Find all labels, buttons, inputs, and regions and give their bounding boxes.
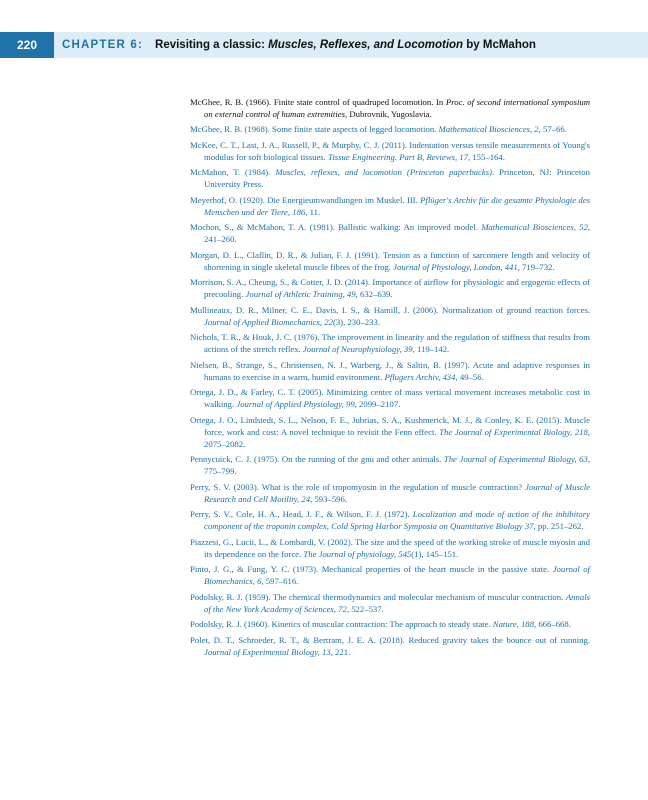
page-number: 220 [0, 32, 54, 58]
reference-entry: McGhee, R. B. (1968). Some finite state aspects of legged locomotion. Mathematical Biosciences, 2, 57–66. [190, 124, 567, 135]
reference-list [190, 96, 590, 661]
chapter-title: Revisiting a classic: Muscles, Reflexes, and Locomotion by McMahon [155, 39, 536, 51]
reference-entry: Morgan, D. L., Claflin, D. R., & Julian, F. J. (1991). Tension as a function of sarcomere length and velocity of shortening in single skeletal muscle fibres of the frog. Journal of Physiology, London, 441, 719–732. [190, 249, 590, 272]
reference-entry: Mochon, S., & McMahon, T. A. (1981). Ballistic walking: An improved model. Mathematical Biosciences, 52, 241–260. [190, 222, 590, 245]
running-head [62, 32, 536, 58]
reference-entry: Perry, S. V., Cole, H. A., Head, J. F., & Wilson, F. J. (1972). Localization and mode of action of the inhibitory component of the troponin complex, Cold Spring Harbor Symposia on Quantitative Biology 37, pp. 251–262. [190, 509, 590, 532]
reference-entry: Podolsky, R. J. (1960). Kinetics of muscular contraction: The approach to steady state. Nature, 188, 666–668. [190, 619, 571, 630]
reference-entry: Ortega, J. D., & Farley, C. T. (2005). Minimizing center of mass vertical movement increases metabolic cost in walking. Journal of Applied Physiology, 99, 2099–2107. [190, 387, 590, 410]
reference-entry: Pennycuick, C. J. (1975). On the running of the gnu and other animals. The Journal of Experimental Biology, 63, 775–799. [190, 454, 590, 477]
reference-entry: Meyerhof, O. (1920). Die Energieumwandlungen im Muskel. III. Pflüger's Archiv für die gesamte Physiologie des Menschen und der Tiere, 186, 11. [190, 194, 590, 217]
reference-entry: Ortega, J. O., Lindstedt, S. L., Nelson, F. E., Jubrias, S. A., Kushmerick, M. J., & Conley, K. E. (2015). Muscle force, work and cost: A novel technique to revisit the Fenn effect. The Journal of Experimental Biology, 218, 2075–2082. [190, 414, 590, 449]
reference-entry: Mullineaux, D. R., Milner, C. E., Davis, I. S., & Hamill, J. (2006). Normalization of ground reaction forces. Journal of Applied Biomechanics, 22(3), 230–233. [190, 304, 590, 327]
reference-entry: Nichols, T. R., & Houk, J. C. (1976). The improvement in linearity and the regulation of stiffness that results from actions of the stretch reflex. Journal of Neurophysiology, 39, 119–142. [190, 332, 590, 355]
reference-entry: McKee, C. T., Last, J. A., Russell, P., & Murphy, C. J. (2011). Indentation versus tensile measurements of Young's modulus for soft biological tissues. Tissue Engineering. Part B, Reviews, 17, 155–164. [190, 139, 590, 162]
reference-entry: Podolsky, R. J. (1959). The chemical thermodynamics and molecular mechanism of muscular contraction. Annals of the New York Academy of Sciences, 72, 522–537. [190, 591, 590, 614]
reference-entry: McGhee, R. B. (1966). Finite state control of quadruped locomotion. In Proc. of second international symposium on external control of human extremities, Dubrovnik, Yugoslavia. [190, 97, 590, 120]
reference-entry: Morrison, S. A., Cheung, S., & Cotter, J. D. (2014). Importance of airflow for physiologic and ergogenic effects of precooling. Journal of Athletic Training, 49, 632–639. [190, 277, 590, 300]
reference-entry: Polet, D. T., Schroeder, R. T., & Bertram, J. E. A. (2018). Reduced gravity takes the bounce out of running. Journal of Experimental Biology, 13, 221. [190, 634, 590, 657]
reference-entry: Pinto, J. G., & Fung, Y. C. (1973). Mechanical properties of the heart muscle in the passive state. Journal of Biomechanics, 6, 597–616. [190, 564, 590, 587]
reference-entry: Nielsen, B., Strange, S., Christensen, N. J., Warberg, J., & Saltin, B. (1997). Acute and adaptive responses in humans to exercise in a warm, humid environment. Pflugers Archiv, 434, 49–56. [190, 359, 590, 382]
running-header [0, 32, 648, 58]
reference-entry: Perry, S. V. (2003). What is the role of tropomyosin in the regulation of muscle contraction? Journal of Muscle Research and Cell Motility, 24, 593–596. [190, 481, 590, 504]
reference-entry: Piazzesi, G., Lucii, L., & Lombardi, V. (2002). The size and the speed of the working stroke of muscle myosin and its dependence on the force. The Journal of physiology, 545(1), 145–151. [190, 536, 590, 559]
reference-entry: McMahon, T. (1984). Muscles, reflexes, and locomotion (Princeton paperbacks). Princeton, NJ: Princeton University Press. [190, 167, 590, 190]
chapter-label: CHAPTER 6: [62, 39, 144, 51]
